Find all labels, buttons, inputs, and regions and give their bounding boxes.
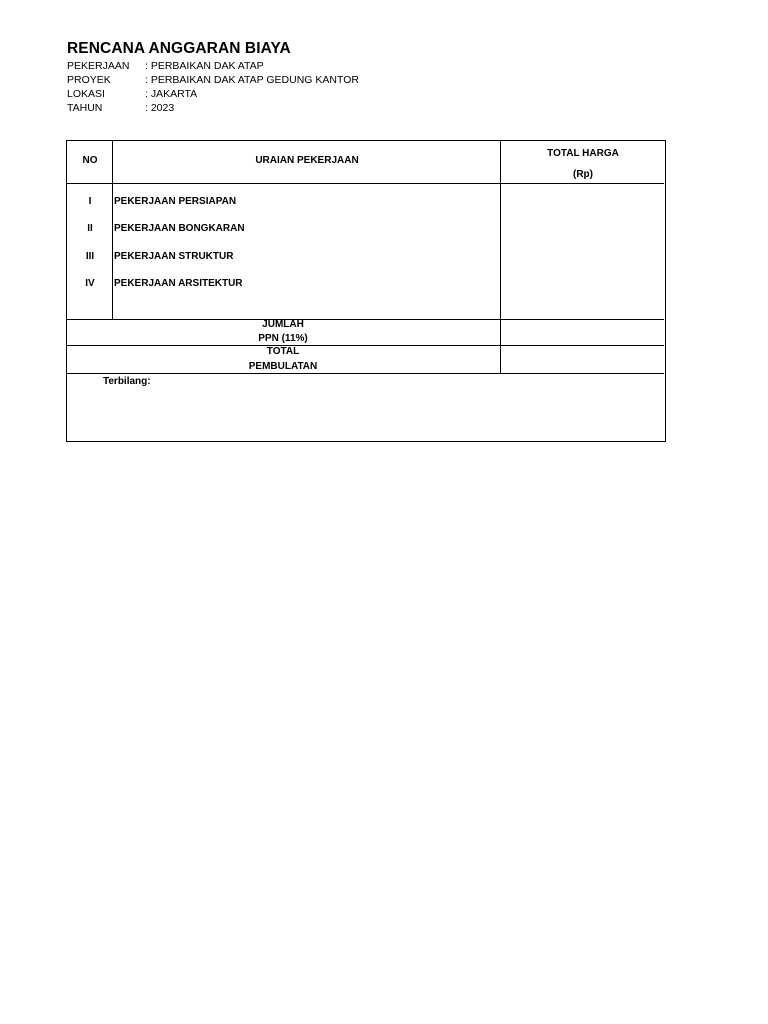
document-title: RENCANA ANGGARAN BIAYA [67, 40, 291, 57]
meta-value: : PERBAIKAN DAK ATAP GEDUNG KANTOR [145, 74, 359, 86]
summary-jumlah: JUMLAH [262, 319, 304, 330]
meta-row-tahun [67, 101, 359, 115]
meta-key: PEKERJAAN [67, 60, 130, 72]
budget-table [66, 140, 666, 442]
row-no: I [88, 196, 92, 207]
header-no: NO [82, 155, 98, 166]
project-info [67, 59, 359, 115]
row-uraian: PEKERJAAN PERSIAPAN [114, 196, 237, 207]
meta-value: : 2023 [145, 102, 175, 114]
row-no: IV [85, 278, 95, 289]
row-uraian: PEKERJAAN BONGKARAN [114, 223, 245, 234]
meta-row-lokasi [67, 87, 359, 101]
row-uraian: PEKERJAAN ARSITEKTUR [114, 278, 243, 289]
divider [500, 141, 501, 373]
row-no: II [87, 223, 93, 234]
divider [67, 345, 664, 346]
header-uraian: URAIAN PEKERJAAN [255, 155, 359, 166]
divider [67, 373, 664, 374]
row-uraian: PEKERJAAN STRUKTUR [114, 251, 234, 262]
meta-value: : JAKARTA [145, 88, 198, 100]
row-no: III [85, 251, 95, 262]
meta-row-proyek [67, 73, 359, 87]
summary-ppn: PPN (11%) [258, 333, 308, 344]
divider [67, 183, 664, 184]
meta-row-pekerjaan [67, 59, 359, 73]
summary-total: TOTAL [266, 346, 300, 357]
meta-key: TAHUN [67, 102, 103, 114]
meta-key: PROYEK [67, 74, 111, 86]
summary-pembulatan: PEMBULATAN [248, 361, 318, 372]
terbilang-label: Terbilang: [103, 376, 151, 387]
header-total-harga: TOTAL HARGA [547, 148, 619, 159]
header-rp: (Rp) [573, 169, 593, 180]
divider [112, 141, 113, 319]
divider [67, 319, 664, 320]
meta-key: LOKASI [67, 88, 105, 100]
meta-value: : PERBAIKAN DAK ATAP [145, 60, 264, 72]
